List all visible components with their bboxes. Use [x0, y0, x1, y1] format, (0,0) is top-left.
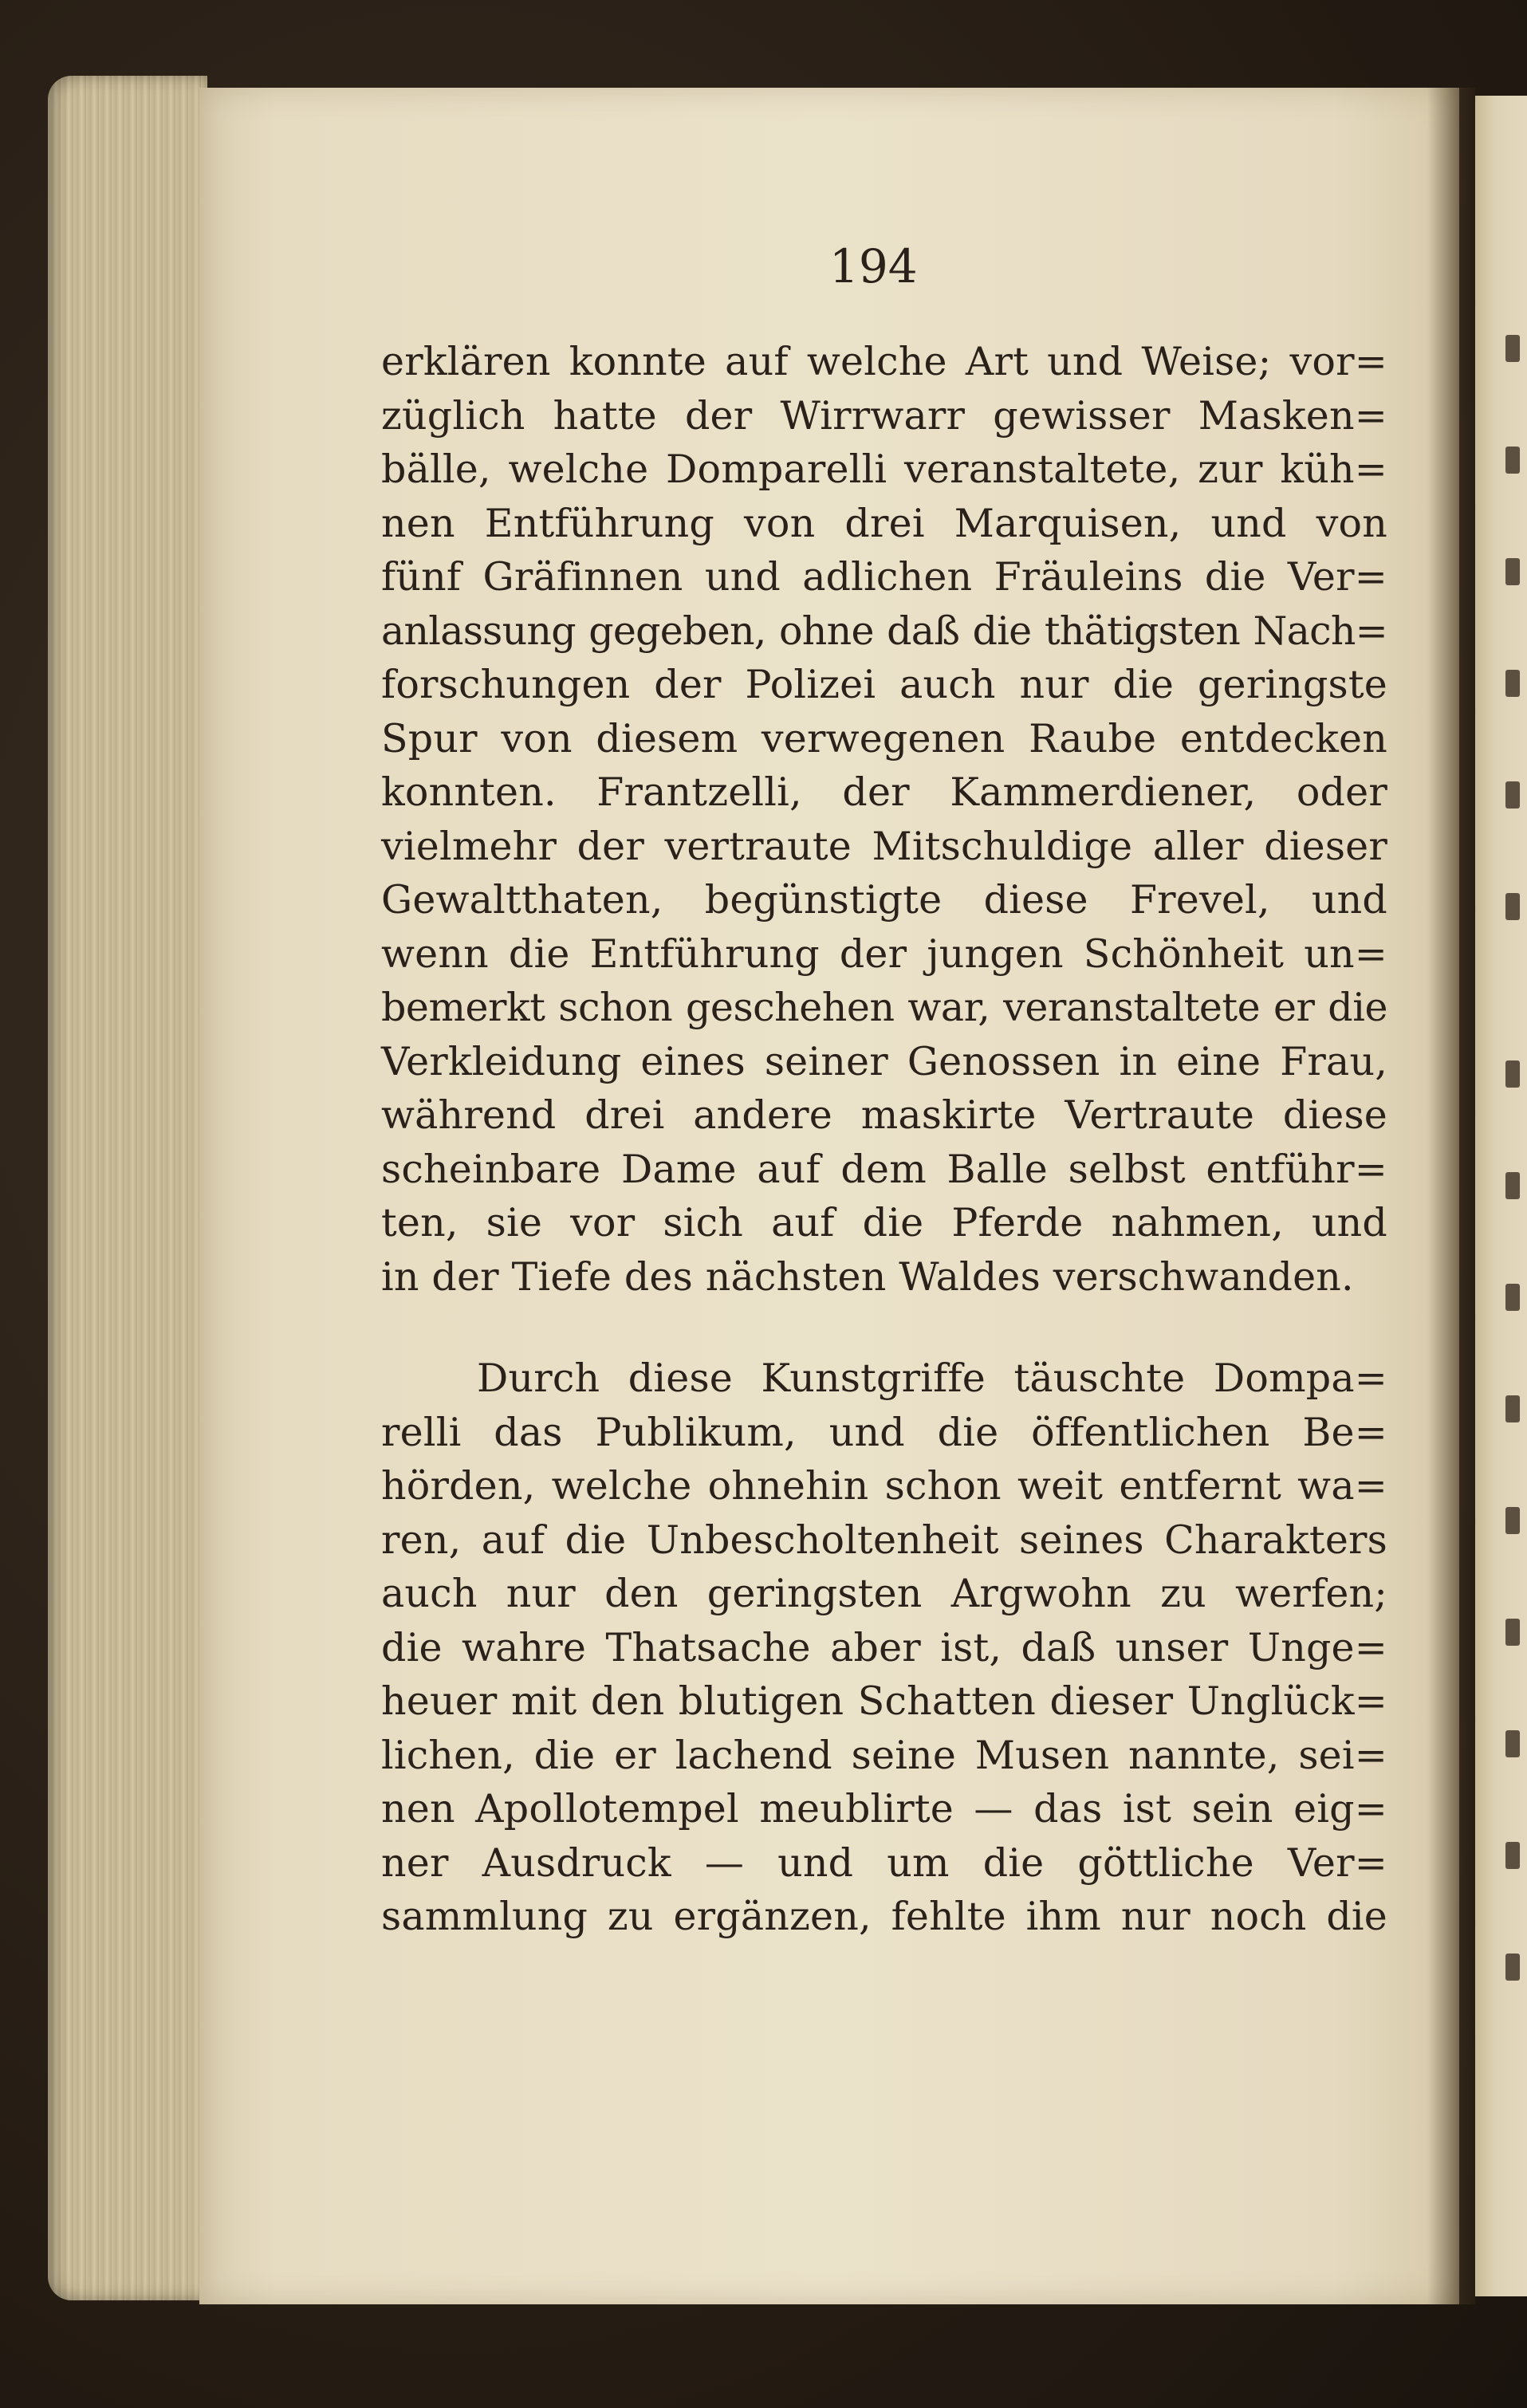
text-line: relli das Publikum, und die öffentlichen Be=	[381, 1409, 1387, 1455]
text-line: heuer mit den blutigen Schatten dieser Unglück=	[381, 1678, 1387, 1724]
facing-page-glyph	[1505, 1284, 1520, 1311]
facing-page-glyph	[1505, 670, 1520, 697]
facing-page-glyph	[1505, 1619, 1520, 1646]
text-line: Gewaltthaten, begünstigte diese Frevel, und	[381, 877, 1387, 923]
facing-page-glyph	[1505, 558, 1520, 585]
text-line: nen Apollotempel meublirte — das ist sein eig=	[381, 1786, 1387, 1832]
text-line: erklären konnte auf welche Art und Weise; vor=	[381, 339, 1387, 384]
facing-page-glyph	[1505, 1954, 1520, 1981]
page-gutter	[1427, 88, 1475, 2304]
text-line: ren, auf die Unbescholtenheit seines Charakters	[381, 1517, 1387, 1563]
text-line: in der Tiefe des nächsten Waldes verschwanden.	[381, 1253, 1354, 1300]
text-line: ten, sie vor sich auf die Pferde nahmen, und	[381, 1200, 1387, 1245]
text-line: vielmehr der vertraute Mitschuldige aller dieser	[381, 823, 1387, 869]
text-line: die wahre Thatsache aber ist, daß unser Unge=	[381, 1624, 1387, 1670]
paragraph-1	[381, 335, 1387, 1304]
text-line: auch nur den geringsten Argwohn zu werfen;	[381, 1571, 1387, 1616]
text-line: forschungen der Polizei auch nur die geringste	[381, 662, 1387, 707]
text-line: während drei andere maskirte Vertraute diese	[381, 1092, 1387, 1138]
paragraph-2	[381, 1352, 1387, 1944]
text-line: züglich hatte der Wirrwarr gewisser Masken=	[381, 392, 1387, 439]
text-line: Spur von diesem verwegenen Raube entdecken	[381, 715, 1387, 761]
paragraph-gap	[381, 1304, 1387, 1352]
facing-page-glyph	[1505, 1730, 1520, 1757]
text-line: bemerkt schon geschehen war, veranstaltete er die	[381, 985, 1387, 1030]
facing-page-glyph	[1505, 1172, 1520, 1199]
facing-page-glyph	[1505, 893, 1520, 920]
text-line: sammlung zu ergänzen, fehlte ihm nur noch die	[381, 1894, 1387, 1939]
facing-page-glyph	[1505, 1060, 1520, 1088]
text-line: konnten. Frantzelli, der Kammerdiener, oder	[381, 769, 1387, 815]
text-line: anlassung gegeben, ohne daß die thätigsten Nach=	[381, 608, 1387, 654]
text-line: nen Entführung von drei Marquisen, und von	[381, 500, 1387, 546]
text-line: scheinbare Dame auf dem Balle selbst entführ=	[381, 1146, 1387, 1192]
text-line: Durch diese Kunstgriffe täuschte Dompa=	[477, 1355, 1387, 1401]
page-edges	[48, 76, 207, 2300]
text-line: fünf Gräfinnen und adlichen Fräuleins die Ver=	[381, 554, 1387, 600]
text-line: hörden, welche ohnehin schon weit entfernt wa=	[381, 1463, 1387, 1509]
page-body-text	[381, 335, 1387, 1944]
facing-page-glyph	[1505, 1842, 1520, 1869]
facing-page-glyph	[1505, 1507, 1520, 1534]
facing-page-glyph	[1505, 781, 1520, 809]
facing-page-glyph	[1505, 447, 1520, 474]
text-line: Verkleidung eines seiner Genossen in eine Frau,	[381, 1038, 1387, 1084]
text-line: ner Ausdruck — und um die göttliche Ver=	[381, 1839, 1387, 1886]
page-number: 194	[829, 239, 918, 293]
text-line: bälle, welche Domparelli veranstaltete, zur küh=	[381, 447, 1387, 492]
facing-page-glyph	[1505, 335, 1520, 362]
text-line: wenn die Entführung der jungen Schönheit un=	[381, 931, 1387, 977]
text-line: lichen, die er lachend seine Musen nannte, sei=	[381, 1732, 1387, 1778]
facing-page-glyph	[1505, 1395, 1520, 1422]
